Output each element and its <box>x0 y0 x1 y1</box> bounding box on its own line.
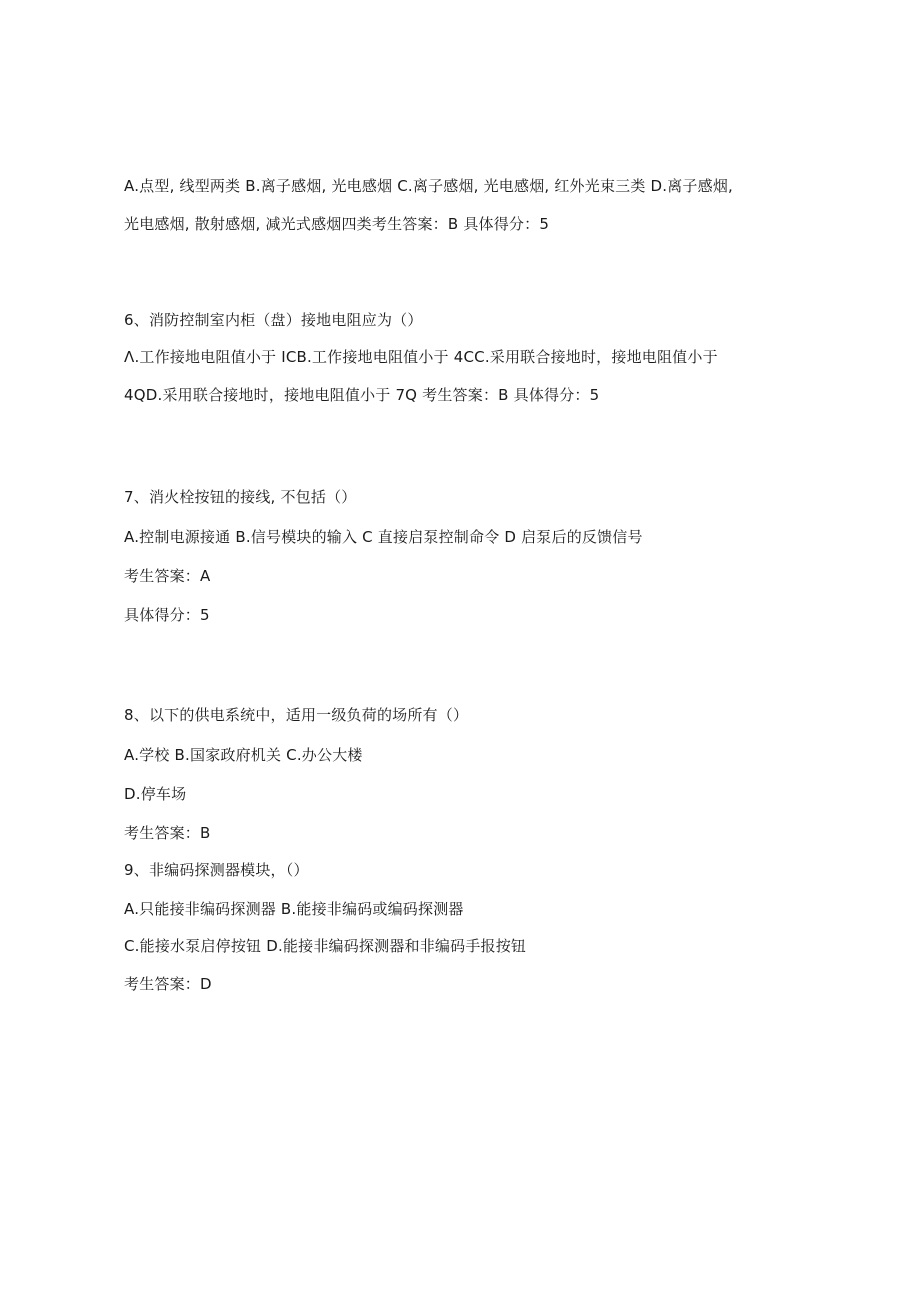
q9-answer: 考生答案：D <box>124 975 212 993</box>
q9-title: 9、非编码探测器模块，（） <box>124 861 309 879</box>
q5-options-line1: A.点型, 线型两类 B.离子感烟, 光电感烟 C.离子感烟, 光电感烟, 红外光束三类 D.离子感烟, <box>124 177 734 195</box>
q6-title: 6、消防控制室内柜（盘）接地电阻应为（） <box>124 311 423 329</box>
q8-options-line2: D.停车场 <box>124 785 187 803</box>
q7-title: 7、消火栓按钮的接线, 不包括（） <box>124 488 357 506</box>
q7-answer: 考生答案：A <box>124 567 211 585</box>
q6-options-line1: Λ.工作接地电阻值小于 ICB.工作接地电阻值小于 4CC.采用联合接地时，接地电阻值小于 <box>124 348 718 366</box>
q8-title: 8、以下的供电系统中，适用一级负荷的场所有（） <box>124 706 469 724</box>
q6-options-line2: 4QD.采用联合接地时，接地电阻值小于 7Q 考生答案：B 具体得分：5 <box>124 386 600 404</box>
q7-score: 具体得分：5 <box>124 606 210 624</box>
q8-options-line1: A.学校 B.国家政府机关 C.办公大楼 <box>124 746 363 764</box>
q8-answer: 考生答案：B <box>124 824 211 842</box>
q9-options-line1: A.只能接非编码探测器 B.能接非编码或编码探测器 <box>124 900 464 918</box>
q9-options-line2: C.能接水泵启停按钮 D.能接非编码探测器和非编码手报按钮 <box>124 937 527 955</box>
q7-options: A.控制电源接通 B.信号模块的输入 C 直接启泵控制命令 D 启泵后的反馈信号 <box>124 528 643 546</box>
q5-options-line2: 光电感烟, 散射感烟, 减光式感烟四类考生答案：B 具体得分：5 <box>124 215 550 233</box>
